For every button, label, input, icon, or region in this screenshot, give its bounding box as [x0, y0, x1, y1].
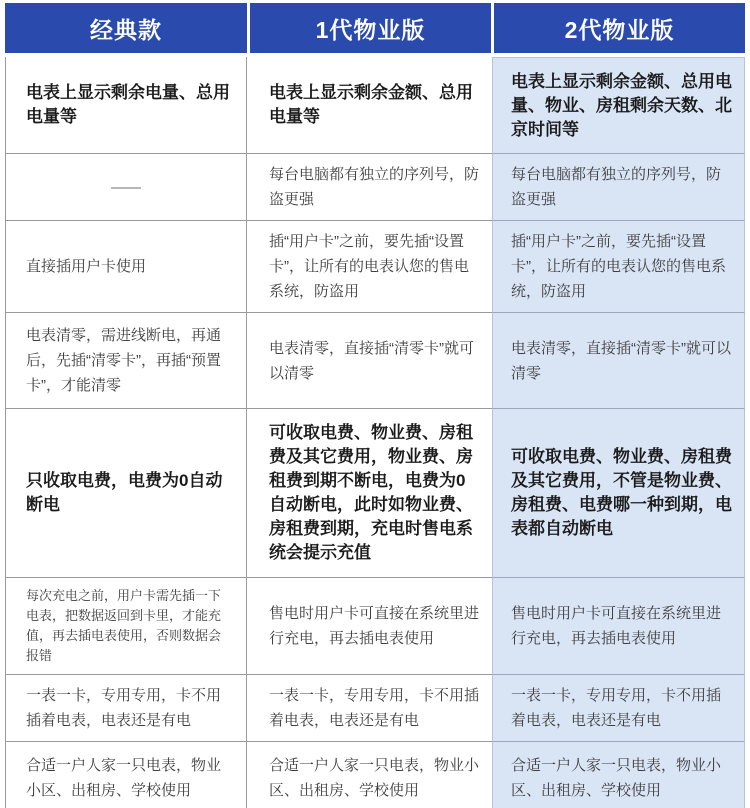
table-cell	[5, 742, 247, 808]
cell-text: 电表清零，需进线断电，再通后，先插“清零卡”，再插“预置卡”，才能清零	[26, 327, 222, 394]
table-cell	[247, 578, 492, 675]
table-row	[5, 675, 745, 742]
table-cell	[5, 57, 247, 154]
cell-text: 售电时用户卡可直接在系统里进行充电，再去插电表使用	[511, 605, 722, 647]
table-body	[5, 57, 745, 808]
table-cell	[492, 313, 745, 409]
table-row	[5, 57, 745, 154]
table-cell	[492, 221, 745, 313]
table-row	[5, 221, 745, 313]
cell-text: 电表上显示剩余金额、总用电量、物业、房租剩余天数、北京时间等	[511, 71, 732, 139]
cell-text: 合适一户人家一只电表，物业小区、出租房、学校使用	[269, 756, 480, 799]
cell-text: 一表一卡，专用专用，卡不用插着电表，电表还是有电	[269, 687, 480, 729]
cell-text: 一表一卡，专用专用，卡不用插着电表，电表还是有电	[511, 687, 722, 729]
empty-cell-dash	[5, 154, 247, 221]
table-cell	[5, 578, 247, 675]
table-row	[5, 313, 745, 409]
cell-text: 每台电脑都有独立的序列号，防盗更强	[269, 166, 480, 208]
table-row	[5, 742, 745, 808]
table-cell	[5, 409, 247, 578]
table-header-row	[5, 3, 745, 53]
table-cell	[247, 313, 492, 409]
table-cell	[492, 57, 745, 154]
table-cell	[492, 578, 745, 675]
table-cell	[5, 221, 247, 313]
table-cell	[247, 409, 492, 578]
cell-text: 可收取电费、物业费、房租费及其它费用，物业费、房租费到期不断电，电费为0自动断电，此时如物业费、房租费到期，充电时售电系统会提示充值	[269, 423, 473, 562]
table-cell	[492, 154, 745, 221]
cell-text: 售电时用户卡可直接在系统里进行充电，再去插电表使用	[269, 605, 480, 647]
cell-text: 合适一户人家一只电表，物业小区、出租房、学校使用	[511, 756, 722, 799]
table-cell	[247, 675, 492, 742]
cell-text: 插“用户卡”之前，要先插“设置卡”，让所有的电表认您的售电系统，防盗用	[511, 233, 726, 300]
cell-text: 电表清零，直接插“清零卡”就可以清零	[269, 339, 474, 382]
cell-text: 合适一户人家一只电表，物业小区、出租房、学校使用	[26, 756, 222, 799]
table-cell	[492, 742, 745, 808]
cell-text: 一表一卡，专用专用，卡不用插着电表，电表还是有电	[26, 687, 222, 729]
cell-text: 每次充电之前，用户卡需先插一下电表，把数据返回到卡里，才能充值，再去插电表使用，否则数据会报错	[26, 588, 222, 663]
cell-text: 电表上显示剩余金额、总用电量等	[269, 83, 473, 126]
table-cell	[5, 313, 247, 409]
table-cell	[5, 675, 247, 742]
table-row	[5, 154, 745, 221]
cell-text: 只收取电费，电费为0自动断电	[26, 471, 223, 514]
table-cell	[247, 742, 492, 808]
column-header-gen1-property: 1代物业版	[250, 3, 491, 53]
cell-text: 插“用户卡”之前，要先插“设置卡”，让所有的电表认您的售电系统，防盗用	[269, 233, 469, 300]
column-header-classic: 经典款	[5, 3, 247, 53]
cell-text: 直接插用户卡使用	[26, 258, 147, 275]
table-cell	[492, 409, 745, 578]
cell-text: 电表清零，直接插“清零卡”就可以清零	[511, 339, 731, 382]
cell-text: 可收取电费、物业费、房租费及其它费用，不管是物业费、房租费、电费哪一种到期，电表都自动断电	[511, 447, 732, 538]
cell-text: 电表上显示剩余电量、总用电量等	[26, 83, 230, 126]
table-cell	[247, 221, 492, 313]
column-header-gen2-property: 2代物业版	[494, 3, 745, 53]
table-row	[5, 578, 745, 675]
table-cell	[247, 154, 492, 221]
table-row	[5, 409, 745, 578]
cell-text: ——	[111, 178, 141, 196]
cell-text: 每台电脑都有独立的序列号，防盗更强	[511, 166, 722, 208]
table-cell	[247, 57, 492, 154]
table-cell	[492, 675, 745, 742]
